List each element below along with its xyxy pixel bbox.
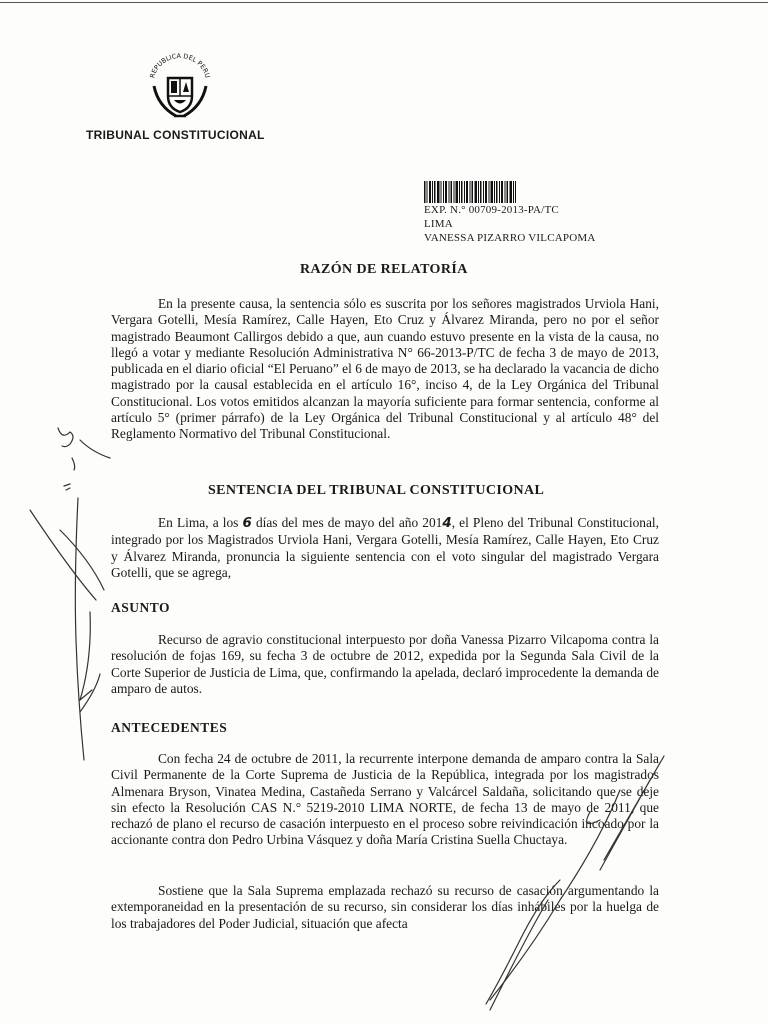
antecedentes-paragraph-1: Con fecha 24 de octubre de 2011, la recurrente interpone demanda de amparo contra la Sala Civil Permanente de la Corte Suprema de Justicia de la República, integrada por los magistrados Almenara Bryson, Vinatea Medina, Castañeda Serrano y Valcárcel Saldaña, solicitando que se deje sin efecto la Resolución CAS N.° 5219-2010 LIMA NORTE, de fecha 13 de mayo de 2011, que rechazó de plano el recurso de casación interpuesto en el proceso sobre reivindicación incoado por la accionante contra don Pedro Urbina Vásquez y doña María Cristina Suella Chuctaya. xyxy=(111,751,659,848)
case-party: VANESSA PIZARRO VILCAPOMA xyxy=(424,232,596,244)
sentencia-title: SENTENCIA DEL TRIBUNAL CONSTITUCIONAL xyxy=(208,483,545,498)
razon-paragraph: En la presente causa, la sentencia sólo es suscrita por los señores magistrados Urviola Hani, Vergara Gotelli, Mesía Ramírez, Calle Hayen, Eto Cruz y Álvarez Miranda, pero no por el señor magistrado Beaumont Callirgos debido a que, aun cuando estuvo presente en la vista de la causa, no llegó a votar y mediante Resolución Administrativa N° 66-2013-P/TC de fecha 3 de mayo de 2013, publicada en el diario oficial “El Peruano” el 6 de mayo de 2013, se ha declarado la vacancia de dicho magistrado por la causal establecida en el artículo 16°, inciso 4, de la Ley Orgánica del Tribunal Constitucional. Los votos emitidos alcanzan la mayoría suficiente para formar sentencia, conforme al artículo 5° (primer párrafo) de la Ley Orgánica del Tribunal Constitucional y al artículo 48° del Reglamento Normativo del Tribunal Constitucional. xyxy=(111,296,659,442)
handwritten-day: 6 xyxy=(242,516,252,531)
handwritten-year-digit: 4 xyxy=(442,516,452,531)
top-rule xyxy=(0,2,768,3)
intro-after: , el Pleno del Tribunal Constitucional, integrado por los Magistrados Urviola Hani, Vergara Gotelli, Mesía Ramírez, Calle Hayen, Eto Cruz y Álvarez Miranda, pronuncia la siguiente sentencia con el voto singular del magistrado Vergara Gotelli, que se agrega, xyxy=(111,515,659,580)
intro-mid: días del mes de mayo del año 201 xyxy=(255,515,443,530)
razon-title: RAZÓN DE RELATORÍA xyxy=(300,262,468,277)
antecedentes-paragraph-2: Sostiene que la Sala Suprema emplazada rechazó su recurso de casación argumentando la extemporaneidad en la presentación de su recurso, sin considerar los días inhábiles por la huelga de los trabajadores del Poder Judicial, situación que afecta xyxy=(111,883,659,931)
margin-signature-stroke xyxy=(30,510,104,600)
case-number: EXP. N.° 00709-2013-PA/TC xyxy=(424,204,559,216)
asunto-paragraph: Recurso de agravio constitucional interpuesto por doña Vanessa Pizarro Vilcapoma contra la resolución de fojas 169, su fecha 3 de octubre de 2012, expedida por la Segunda Sala Civil de la Corte Superior de Justicia de Lima, que, confirmando la apelada, declaró improcedente la demanda de amparo de autos. xyxy=(111,632,659,696)
asunto-title: ASUNTO xyxy=(111,600,171,615)
sentencia-paragraph xyxy=(111,515,659,581)
org-name: TRIBUNAL CONSTITUCIONAL xyxy=(86,128,265,142)
seal-text: REPUBLICA DEL PERU xyxy=(148,52,212,79)
coat-of-arms-icon xyxy=(146,52,214,124)
barcode-icon xyxy=(424,181,516,203)
case-city: LIMA xyxy=(424,218,453,230)
intro-before-day: En Lima, a los xyxy=(158,515,239,530)
margin-scribble xyxy=(58,428,73,447)
antecedentes-title: ANTECEDENTES xyxy=(111,720,228,735)
margin-arrow-line xyxy=(80,440,110,458)
case-info xyxy=(424,203,595,245)
margin-vertical-stroke xyxy=(75,498,84,760)
